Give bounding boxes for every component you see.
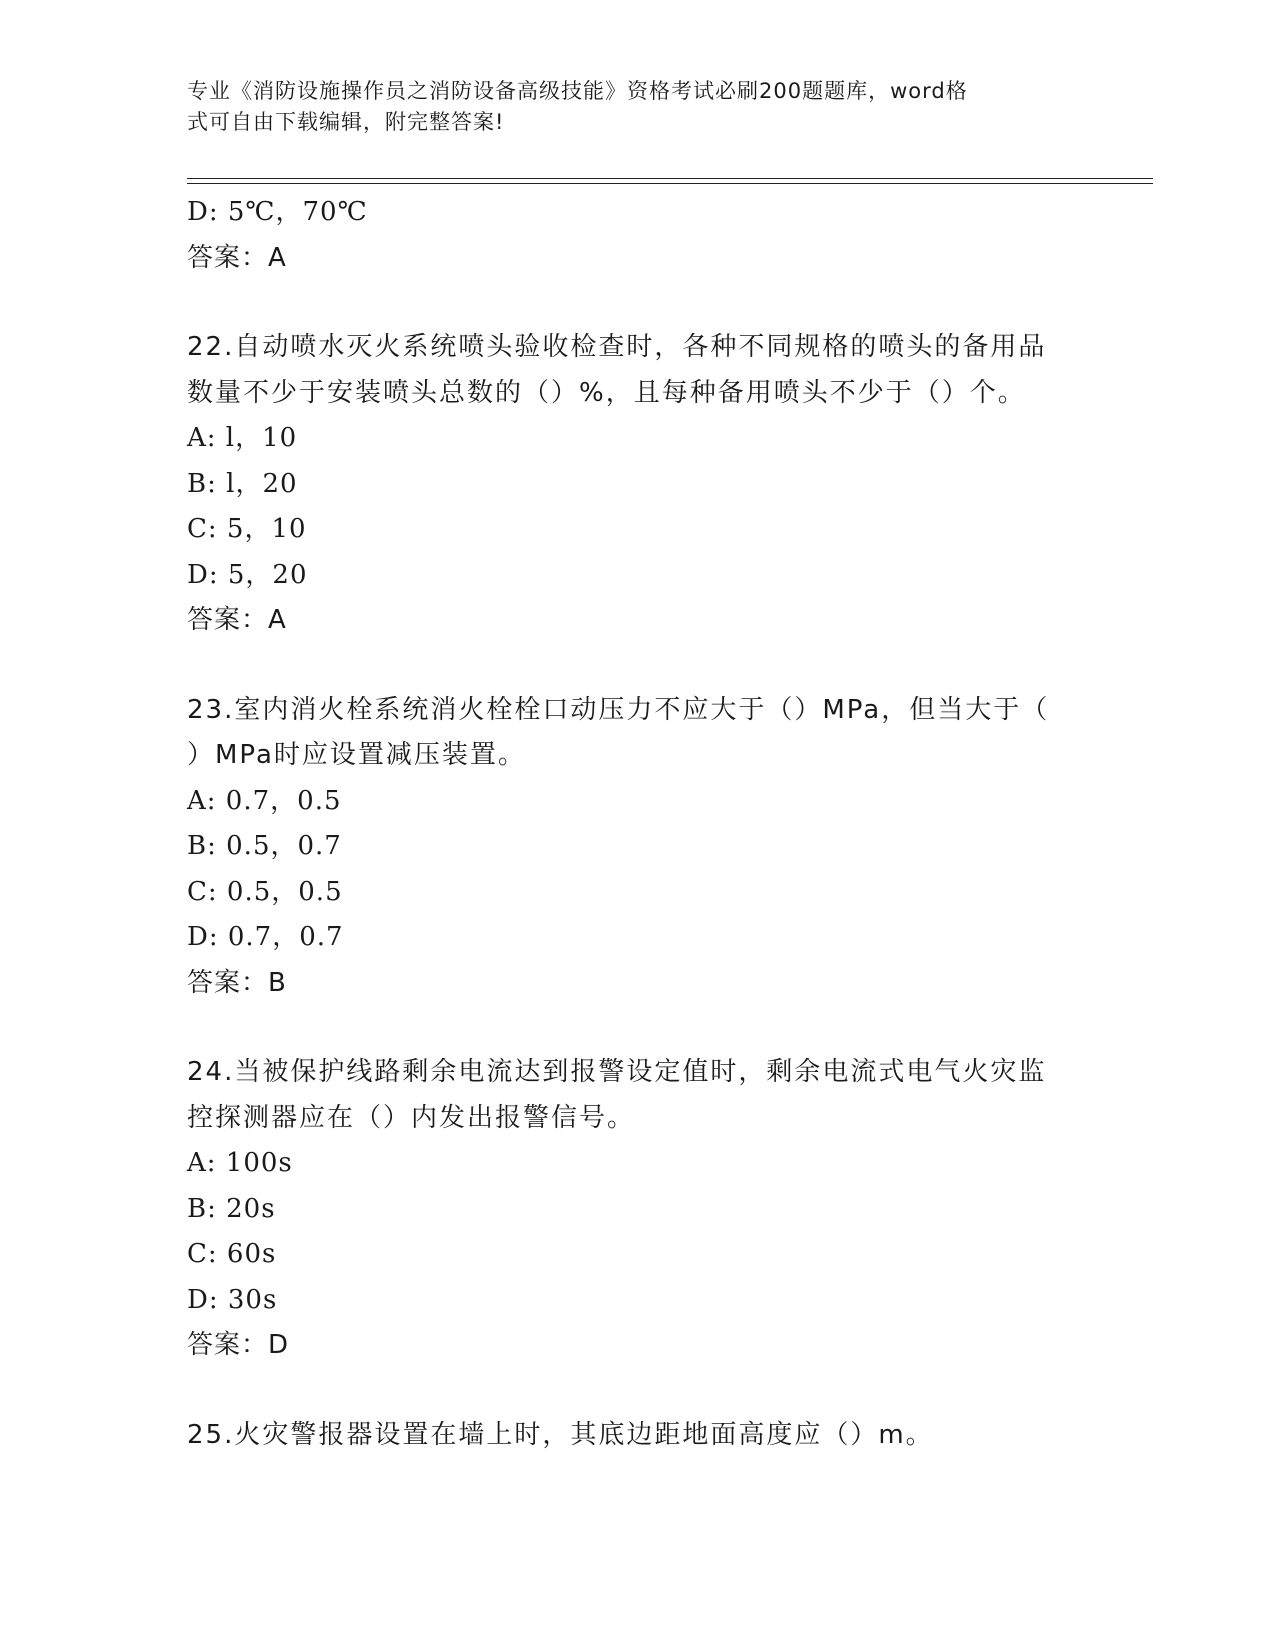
header-line-1: 专业《消防设施操作员之消防设备高级技能》资格考试必刷200题题库，word格	[187, 79, 968, 103]
option-d: D: 30s	[187, 1284, 278, 1315]
header-divider-bottom	[187, 183, 1153, 184]
option-d: D: 0.7，0.7	[187, 922, 344, 952]
spacer	[187, 1006, 1087, 1050]
question-stem: ）MPa时应设置减压装置。	[187, 740, 526, 770]
option-a: A: 100s	[187, 1148, 293, 1178]
option-c: C: 5，10	[187, 514, 307, 544]
question-24	[187, 1050, 1087, 1369]
question-list	[187, 190, 1087, 1458]
question-stem: 控探测器应在（）内发出报警信号。	[187, 1102, 636, 1133]
question-stem: 22.自动喷水灭火系统喷头验收检查时，各种不同规格的喷头的备用品	[187, 332, 1047, 362]
question-stem: 24.当被保护线路剩余电流达到报警设定值时，剩余电流式电气火灾监	[187, 1057, 1047, 1087]
question-23	[187, 688, 1087, 1007]
answer: 答案：D	[187, 1330, 290, 1360]
option-d: D: 5，20	[187, 559, 308, 590]
prev-option-d: D: 5℃，70℃	[187, 197, 368, 227]
option-a: A: 0.7，0.5	[187, 785, 342, 816]
question-stem: 23.室内消火栓系统消火栓栓口动压力不应大于（）MPa，但当大于（	[187, 694, 1050, 725]
option-b: B: 20s	[187, 1193, 276, 1224]
question-stem: 25.火灾警报器设置在墙上时，其底边距地面高度应（）m。	[187, 1419, 934, 1450]
question-stem: 数量不少于安装喷头总数的（）%，且每种备用喷头不少于（）个。	[187, 377, 1026, 408]
option-b: B: l，20	[187, 468, 298, 499]
document-header	[187, 76, 1067, 138]
prev-answer: 答案：A	[187, 242, 287, 273]
spacer	[187, 644, 1087, 688]
question-25	[187, 1413, 1087, 1459]
spacer	[187, 1369, 1087, 1413]
spacer	[187, 281, 1087, 325]
answer: 答案：B	[187, 967, 287, 998]
option-a: A: l，10	[187, 423, 298, 453]
option-c: C: 0.5，0.5	[187, 876, 343, 907]
header-line-2: 式可自由下载编辑，附完整答案!	[187, 110, 505, 134]
option-b: B: 0.5，0.7	[187, 831, 342, 861]
question-22	[187, 325, 1087, 644]
header-divider-top	[187, 178, 1153, 179]
answer: 答案：A	[187, 605, 287, 635]
option-c: C: 60s	[187, 1239, 277, 1269]
